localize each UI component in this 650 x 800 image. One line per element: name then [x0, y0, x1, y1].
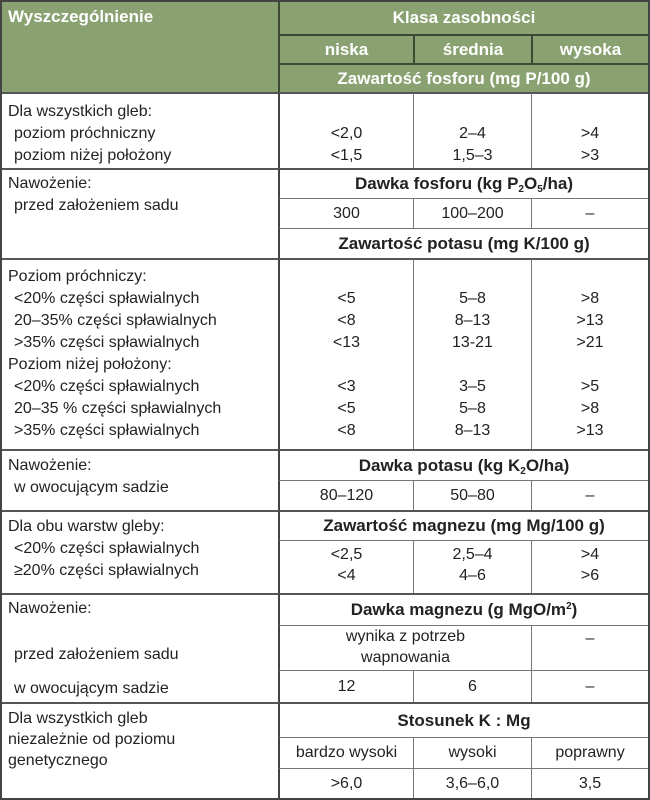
value: <8: [337, 312, 356, 329]
value: >5: [580, 378, 600, 395]
ratio-class-label: bardzo wysoki: [295, 744, 398, 761]
value-cell: [413, 480, 531, 510]
value-cell: [278, 92, 413, 168]
value: <2,0: [330, 125, 363, 142]
magnesium-dose-label-cell: [2, 593, 278, 702]
value-cell: [531, 92, 648, 168]
header-col-label: Wyszczególnienie: [8, 7, 154, 26]
row-label: Nawożenie:: [8, 175, 92, 192]
value-cell: [531, 625, 648, 670]
row-label: genetycznego: [8, 752, 108, 769]
merged-value-cell: [278, 625, 531, 670]
value-cell: [413, 92, 531, 168]
value-cell: [531, 198, 648, 228]
row-label: Dla wszystkich gleb: [8, 710, 148, 727]
value: <4: [337, 567, 356, 584]
section-title-text: Zawartość magnezu (mg Mg/100 g): [323, 516, 605, 535]
value-cell: [531, 768, 648, 798]
header-class-wysoka: [531, 34, 648, 63]
value: 2,5–4: [452, 546, 493, 563]
value: –: [585, 677, 595, 695]
value: 1,5–3: [452, 147, 493, 164]
ratio-class-cell: [531, 737, 648, 768]
row-label: w owocującym sadzie: [14, 680, 169, 697]
value: >6,0: [330, 774, 363, 792]
row-label: >35% części spławialnych: [14, 334, 200, 351]
value: >8: [580, 290, 600, 307]
value: >4: [580, 546, 600, 563]
value: 12: [337, 677, 356, 695]
row-label: niezależnie od poziomu: [8, 731, 176, 748]
value: wapnowania: [361, 649, 450, 666]
value: 13-21: [452, 334, 493, 351]
value: 6: [468, 677, 477, 695]
header-group-label: [278, 2, 648, 34]
value: 5–8: [459, 400, 486, 417]
row-label: <20% części spławialnych: [14, 290, 200, 307]
class-label: wysoka: [559, 39, 622, 59]
ratio-class-cell: [278, 737, 413, 768]
ratio-label-cell: [2, 702, 278, 798]
row-label: Nawożenie:: [8, 600, 92, 617]
section-title-text: Zawartość potasu (mg K/100 g): [338, 233, 590, 253]
value: –: [585, 486, 595, 504]
value-cell: [413, 768, 531, 798]
value: wynika z potrzeb: [345, 628, 466, 645]
value: –: [585, 630, 595, 647]
row-label: >35% części spławialnych: [14, 422, 200, 439]
potassium-dose-label-cell: [2, 449, 278, 510]
value: <5: [337, 400, 356, 417]
potassium-dose-title: [278, 449, 648, 480]
ratio-class-cell: [413, 737, 531, 768]
value: >21: [576, 334, 604, 351]
value: <8: [337, 422, 356, 439]
row-label: przed założeniem sadu: [14, 197, 179, 214]
group-label-text: Klasa zasobności: [392, 8, 536, 27]
row-label: przed założeniem sadu: [14, 646, 179, 663]
value-cell: [413, 540, 531, 593]
value: 3,6–6,0: [445, 774, 500, 792]
dose-title: Dawka potasu (kg $K_2O/ha$): [358, 455, 570, 477]
value: 3,5: [578, 774, 602, 792]
phosphorus-dose-title: [278, 168, 648, 198]
potassium-content-title: [278, 228, 648, 258]
value: <5: [337, 290, 356, 307]
row-label: Dla obu warstw gleby:: [8, 518, 165, 535]
row-label: poziom niżej położony: [14, 147, 172, 164]
section-title-text: Stosunek K : Mg: [397, 710, 531, 730]
value: 4–6: [459, 567, 486, 584]
phosphorus-content-title: [278, 63, 648, 92]
magnesium-dose-title: [278, 593, 648, 625]
row-label: Nawożenie:: [8, 457, 92, 474]
value-cell: [278, 670, 413, 702]
magnesium-content-title: [278, 510, 648, 540]
value: 100–200: [441, 204, 504, 222]
value: >13: [576, 422, 604, 439]
value: <1,5: [330, 147, 363, 164]
value: >13: [576, 312, 604, 329]
row-label: 20–35% części spławialnych: [14, 312, 217, 329]
value: >8: [580, 400, 600, 417]
row-label: Poziom próchniczy:: [8, 268, 147, 285]
value-cell: [531, 540, 648, 593]
value-cell: [413, 258, 531, 449]
value: 300: [333, 204, 360, 222]
value-cell: [278, 198, 413, 228]
value-cell: [531, 670, 648, 702]
dose-title: Dawka magnezu (g MgO/$m^2$): [350, 600, 578, 619]
header-class-niska: [278, 34, 413, 63]
phosphorus-dose-label-cell: [2, 168, 278, 228]
value: <2,5: [330, 546, 363, 563]
value-cell: [413, 670, 531, 702]
class-label: średnia: [442, 39, 504, 59]
row-label: poziom próchniczny: [14, 125, 156, 142]
value: 50–80: [450, 486, 495, 504]
row-label: w owocującym sadzie: [14, 479, 169, 496]
magnesium-label-cell: [2, 510, 278, 593]
value-cell: [278, 768, 413, 798]
row-label: ≥20% części spławialnych: [14, 562, 199, 579]
value-cell: [531, 480, 648, 510]
row-label: <20% części spławialnych: [14, 540, 200, 557]
value: >4: [580, 125, 600, 142]
section-title-text: Zawartość fosforu (mg P/100 g): [337, 68, 591, 88]
value: <3: [337, 378, 356, 395]
value: <13: [332, 334, 361, 351]
value-cell: [531, 258, 648, 449]
value-cell: [413, 198, 531, 228]
header-class-srednia: [413, 34, 531, 63]
phosphorus-label-cell: [2, 92, 278, 168]
value: >3: [580, 147, 600, 164]
value: 80–120: [319, 486, 374, 504]
ratio-class-label: wysoki: [448, 744, 497, 761]
value-cell: [278, 540, 413, 593]
header-col-label-cell: [2, 2, 278, 92]
value: 5–8: [459, 290, 486, 307]
ratio-class-label: poprawny: [555, 744, 625, 761]
value-cell: [278, 480, 413, 510]
row-label: <20% części spławialnych: [14, 378, 200, 395]
value-cell: [278, 258, 413, 449]
row-label: Dla wszystkich gleb:: [8, 103, 153, 120]
potassium-label-cell: [2, 258, 278, 449]
row-label: Poziom niżej położony:: [8, 356, 172, 373]
class-label: niska: [324, 39, 369, 59]
value: >6: [580, 567, 600, 584]
value: 2–4: [459, 125, 486, 142]
dose-title: Dawka fosforu (kg $P_2O_5/ha$): [354, 174, 573, 195]
value: 8–13: [454, 312, 491, 329]
value: 3–5: [459, 378, 486, 395]
value: 8–13: [454, 422, 491, 439]
ratio-title: [278, 702, 648, 737]
value: –: [585, 204, 595, 222]
row-label: 20–35 % części spławialnych: [14, 400, 222, 417]
